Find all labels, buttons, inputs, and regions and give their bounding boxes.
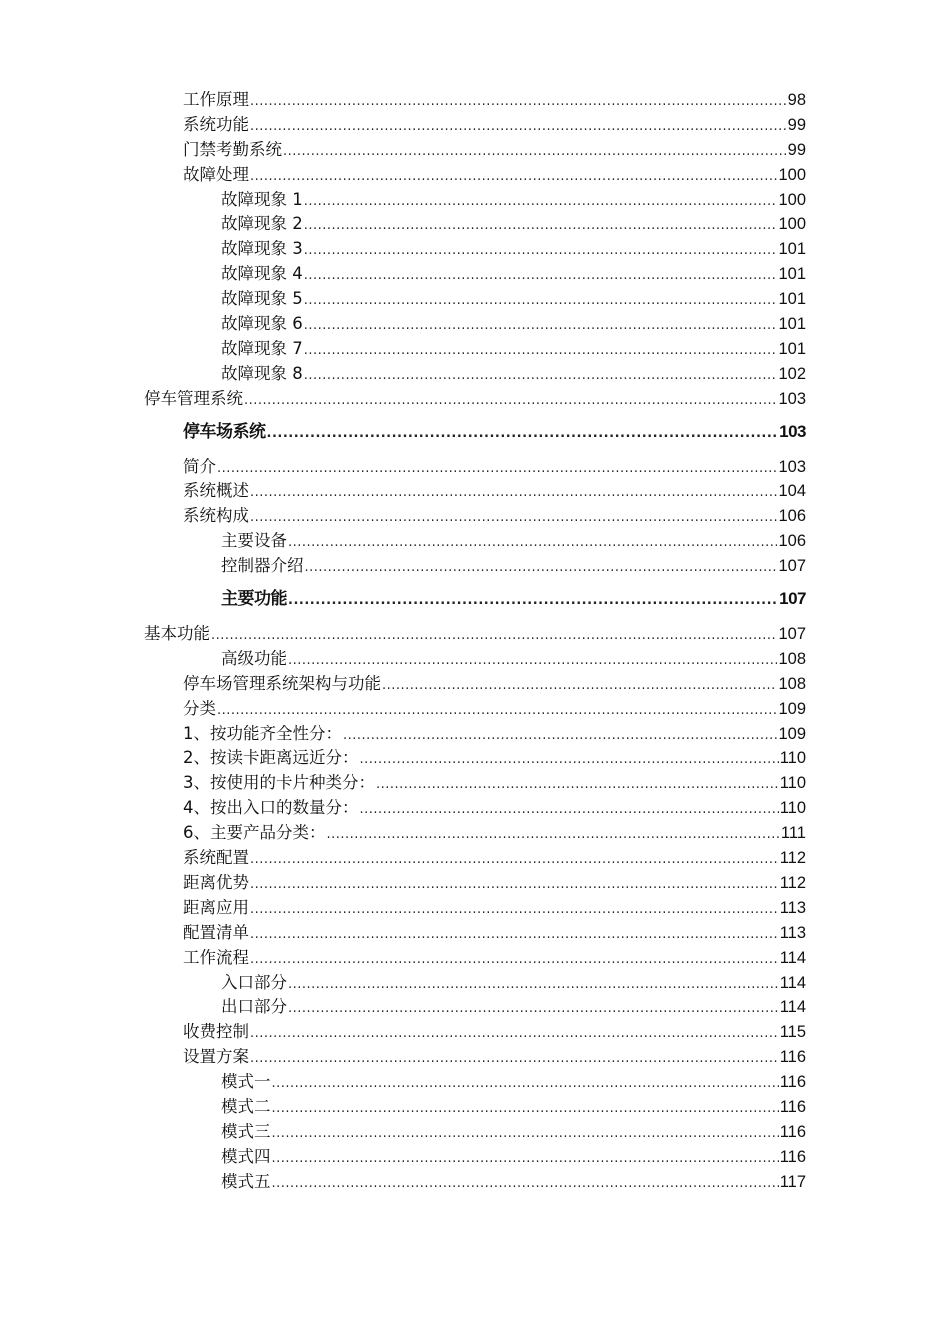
toc-entry[interactable]	[0, 554, 950, 579]
toc-entry[interactable]	[0, 312, 950, 337]
toc-dot-leader	[250, 115, 787, 140]
toc-entry-title: 停车场系统	[183, 421, 266, 442]
toc-dot-leader	[304, 364, 778, 389]
toc-entry-page-number: 107	[778, 625, 806, 644]
toc-entry-title: 设置方案	[183, 1047, 249, 1067]
toc-dot-leader	[343, 724, 777, 749]
toc-entry-page-number: 117	[779, 1172, 806, 1191]
toc-entry-title: 1、按功能齐全性分：	[183, 723, 342, 743]
toc-dot-leader	[267, 417, 779, 451]
toc-dot-leader	[304, 190, 778, 215]
toc-entry[interactable]	[0, 672, 950, 697]
toc-entry-title: 配置清单	[183, 922, 249, 942]
toc-entry-title: 出口部分	[221, 997, 287, 1017]
toc-dot-leader	[272, 1097, 779, 1122]
toc-dot-leader	[288, 997, 779, 1022]
toc-entry-page-number: 114	[779, 998, 806, 1017]
toc-entry-title: 故障现象 3	[221, 239, 303, 259]
toc-entry[interactable]	[0, 1095, 950, 1120]
toc-entry[interactable]	[0, 163, 950, 188]
toc-entry[interactable]	[0, 722, 950, 747]
toc-entry-page-number: 109	[778, 724, 806, 743]
toc-entry[interactable]	[0, 647, 950, 672]
toc-entry-title: 模式一	[221, 1072, 271, 1092]
toc-entry-title: 工作原理	[183, 90, 249, 109]
toc-entry-page-number: 101	[778, 315, 806, 334]
toc-entry-title: 模式二	[221, 1096, 271, 1116]
toc-entry-title: 高级功能	[221, 648, 287, 668]
toc-entry[interactable]	[0, 113, 950, 138]
toc-entry-page-number: 110	[779, 774, 806, 793]
toc-entry-page-number: 116	[779, 1122, 806, 1141]
toc-entry-title: 系统功能	[183, 114, 249, 134]
toc-entry-page-number: 109	[778, 699, 806, 718]
toc-entry-title: 简介	[183, 456, 216, 476]
toc-entry-title: 故障现象 6	[221, 314, 303, 334]
toc-entry-title: 基本功能	[144, 624, 210, 644]
toc-dot-leader	[250, 165, 777, 190]
toc-entry-title: 主要功能	[221, 589, 287, 610]
toc-entry-title: 入口部分	[221, 972, 287, 992]
toc-entry-title: 距离应用	[183, 897, 249, 917]
toc-entry-page-number: 103	[778, 457, 806, 476]
toc-dot-leader	[250, 848, 779, 873]
toc-entry-page-number: 114	[779, 948, 806, 967]
toc-entry[interactable]	[0, 1170, 950, 1195]
toc-dot-leader	[217, 699, 777, 724]
toc-entry-title: 系统概述	[183, 481, 249, 501]
toc-entry-page-number: 116	[779, 1048, 806, 1067]
toc-entry[interactable]	[0, 455, 950, 480]
toc-entry-page-number: 101	[778, 265, 806, 284]
toc-entry[interactable]	[0, 1020, 950, 1045]
toc-dot-leader	[304, 339, 778, 364]
toc-entry[interactable]	[0, 262, 950, 287]
toc-entry[interactable]	[0, 846, 950, 871]
toc-entry-page-number: 116	[779, 1097, 806, 1116]
toc-entry-title: 故障现象 4	[221, 264, 303, 284]
toc-entry[interactable]	[0, 1070, 950, 1095]
toc-entry-title: 模式三	[221, 1121, 271, 1141]
toc-entry[interactable]	[0, 287, 950, 312]
toc-entry-title: 分类	[183, 698, 216, 718]
toc-entry-title: 系统配置	[183, 848, 249, 868]
toc-entry-page-number: 101	[778, 240, 806, 259]
table-of-contents	[0, 88, 950, 1195]
toc-entry[interactable]	[0, 746, 950, 771]
toc-dot-leader	[305, 556, 778, 581]
toc-dot-leader	[250, 923, 779, 948]
toc-entry-title: 门禁考勤系统	[183, 139, 282, 159]
toc-dot-leader	[244, 389, 777, 414]
toc-dot-leader	[272, 1172, 779, 1197]
toc-dot-leader	[304, 289, 778, 314]
toc-entry[interactable]	[0, 971, 950, 996]
toc-entry-title: 模式四	[221, 1146, 271, 1166]
toc-entry-page-number: 108	[778, 674, 806, 693]
toc-entry-page-number: 104	[778, 482, 806, 501]
toc-entry[interactable]	[0, 582, 950, 616]
toc-entry[interactable]	[0, 946, 950, 971]
toc-entry-page-number: 116	[779, 1073, 806, 1092]
toc-entry-page-number: 110	[779, 799, 806, 818]
toc-entry-title: 故障现象 7	[221, 338, 303, 358]
toc-entry[interactable]	[0, 387, 950, 412]
toc-dot-leader	[211, 624, 777, 649]
toc-entry-title: 收费控制	[183, 1022, 249, 1042]
toc-dot-leader	[250, 1047, 779, 1072]
toc-entry[interactable]	[0, 921, 950, 946]
toc-entry-page-number: 100	[778, 165, 806, 184]
toc-entry-page-number: 103	[778, 389, 806, 408]
toc-dot-leader	[250, 948, 779, 973]
toc-dot-leader	[288, 973, 779, 998]
toc-entry-title: 2、按读卡距离远近分：	[183, 748, 359, 768]
toc-dot-leader	[304, 264, 778, 289]
toc-entry-page-number: 101	[778, 339, 806, 358]
toc-dot-leader	[360, 798, 779, 823]
toc-entry[interactable]	[0, 337, 950, 362]
toc-entry-title: 故障现象 8	[221, 363, 303, 383]
toc-dot-leader	[304, 314, 778, 339]
toc-entry[interactable]	[0, 1045, 950, 1070]
toc-entry-page-number: 100	[778, 190, 806, 209]
toc-entry-page-number: 113	[779, 898, 806, 917]
toc-entry[interactable]	[0, 479, 950, 504]
toc-entry[interactable]	[0, 237, 950, 262]
toc-dot-leader	[360, 748, 779, 773]
toc-entry-page-number: 114	[779, 973, 806, 992]
toc-entry-page-number: 106	[778, 507, 806, 526]
toc-entry[interactable]	[0, 622, 950, 647]
toc-entry[interactable]	[0, 1145, 950, 1170]
toc-entry[interactable]	[0, 796, 950, 821]
toc-dot-leader	[327, 823, 780, 848]
toc-entry-title: 3、按使用的卡片种类分：	[183, 773, 375, 793]
toc-dot-leader	[250, 90, 787, 115]
toc-dot-leader	[304, 239, 778, 264]
toc-entry[interactable]	[0, 896, 950, 921]
toc-dot-leader	[272, 1147, 779, 1172]
toc-entry[interactable]	[0, 821, 950, 846]
toc-entry-page-number: 103	[779, 421, 806, 441]
toc-entry-title: 6、主要产品分类：	[183, 823, 326, 843]
toc-entry-page-number: 107	[778, 557, 806, 576]
toc-entry[interactable]	[0, 362, 950, 387]
toc-dot-leader	[288, 649, 777, 674]
toc-dot-leader	[288, 584, 778, 618]
toc-dot-leader	[288, 531, 777, 556]
toc-entry[interactable]	[0, 995, 950, 1020]
toc-entry-page-number: 115	[779, 1023, 806, 1042]
toc-entry-page-number: 106	[778, 532, 806, 551]
toc-entry-page-number: 112	[779, 849, 806, 868]
toc-dot-leader	[376, 773, 779, 798]
toc-entry-title: 故障处理	[183, 164, 249, 184]
toc-entry-title: 停车管理系统	[144, 388, 243, 408]
toc-dot-leader	[272, 1122, 779, 1147]
toc-dot-leader	[250, 898, 779, 923]
toc-entry-title: 故障现象 5	[221, 289, 303, 309]
toc-dot-leader	[272, 1072, 779, 1097]
toc-entry-title: 故障现象 2	[221, 214, 303, 234]
toc-entry[interactable]	[0, 504, 950, 529]
toc-dot-leader	[217, 457, 777, 482]
toc-dot-leader	[382, 674, 777, 699]
toc-entry-title: 主要设备	[221, 531, 287, 551]
toc-entry[interactable]	[0, 188, 950, 213]
toc-entry-page-number: 108	[778, 649, 806, 668]
toc-entry-title: 工作流程	[183, 947, 249, 967]
toc-entry-page-number: 98	[787, 91, 806, 109]
toc-entry-page-number: 100	[778, 215, 806, 234]
toc-entry[interactable]	[0, 871, 950, 896]
toc-entry-page-number: 101	[778, 290, 806, 309]
toc-entry-title: 4、按出入口的数量分：	[183, 798, 359, 818]
toc-entry-title: 系统构成	[183, 506, 249, 526]
toc-entry-page-number: 112	[779, 873, 806, 892]
toc-entry-title: 模式五	[221, 1171, 271, 1191]
toc-dot-leader	[283, 140, 787, 165]
toc-dot-leader	[250, 1022, 779, 1047]
toc-entry-page-number: 99	[787, 140, 806, 159]
toc-entry-title: 距离优势	[183, 872, 249, 892]
toc-entry-page-number: 113	[779, 923, 806, 942]
toc-dot-leader	[250, 506, 777, 531]
toc-dot-leader	[250, 481, 777, 506]
toc-entry[interactable]	[0, 415, 950, 449]
toc-entry-title: 控制器介绍	[221, 556, 304, 576]
toc-entry-page-number: 110	[779, 749, 806, 768]
toc-entry[interactable]	[0, 212, 950, 237]
toc-entry[interactable]	[0, 1120, 950, 1145]
toc-entry-page-number: 111	[780, 824, 806, 843]
toc-entry-page-number: 99	[787, 115, 806, 134]
toc-entry-page-number: 102	[778, 364, 806, 383]
toc-entry-page-number: 116	[779, 1147, 806, 1166]
toc-entry-page-number: 107	[779, 589, 806, 609]
toc-entry[interactable]	[0, 697, 950, 722]
toc-entry[interactable]	[0, 529, 950, 554]
toc-entry[interactable]	[0, 138, 950, 163]
toc-entry[interactable]	[0, 88, 950, 113]
toc-dot-leader	[304, 214, 778, 239]
toc-entry-title: 停车场管理系统架构与功能	[183, 673, 381, 693]
toc-dot-leader	[250, 873, 779, 898]
toc-entry-title: 故障现象 1	[221, 189, 303, 209]
toc-entry[interactable]	[0, 771, 950, 796]
